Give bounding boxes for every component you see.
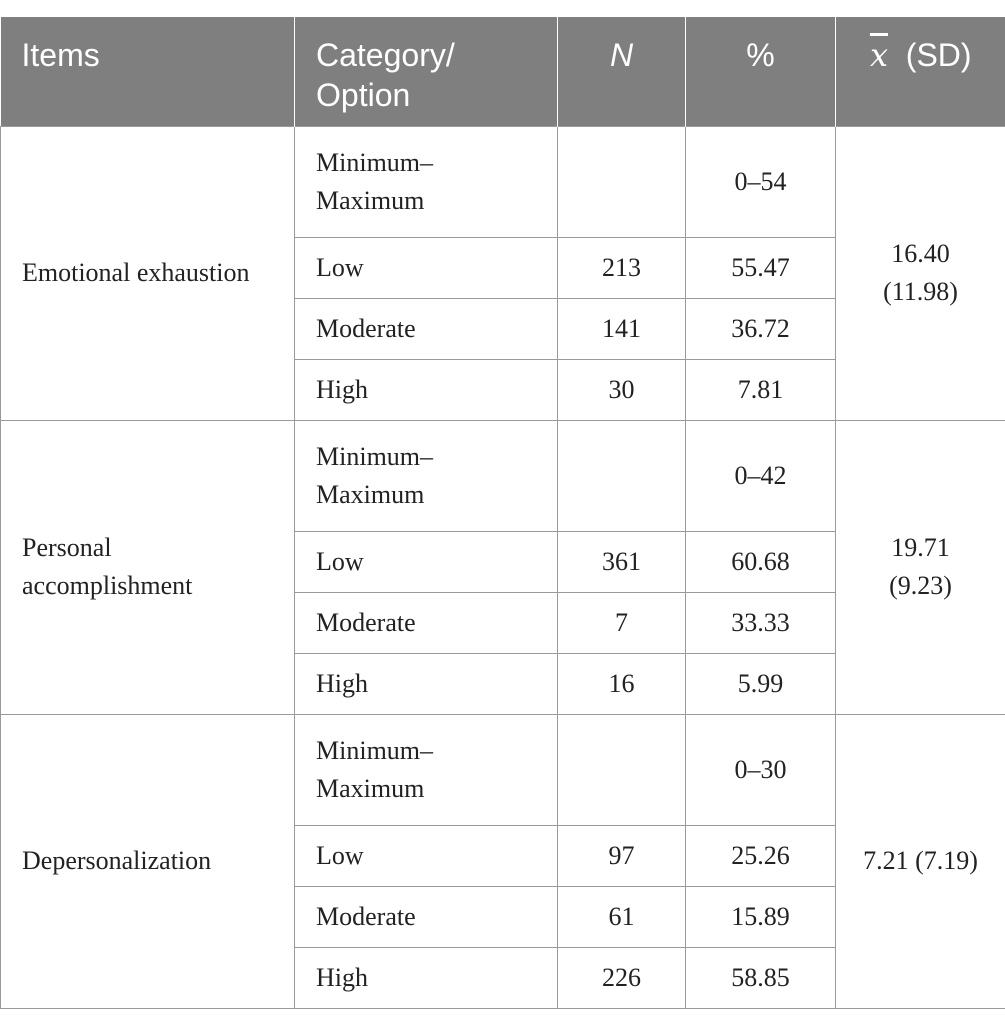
table-header (1, 17, 1005, 126)
mean-sd-value: 19.71 (9.23) (836, 420, 1005, 714)
percent-value: 5.99 (686, 653, 836, 714)
count-value: 213 (558, 237, 686, 298)
item-name: Depersonalization (1, 714, 295, 1008)
percent-value: 0–42 (686, 420, 836, 531)
header-row (1, 17, 1005, 126)
count-value (558, 714, 686, 825)
category-option: Low (295, 531, 558, 592)
percent-value: 60.68 (686, 531, 836, 592)
header-sd-label: (SD) (905, 37, 972, 73)
mean-sd-value: 16.40 (11.98) (836, 126, 1005, 420)
percent-value: 7.81 (686, 359, 836, 420)
header-n-label: N (609, 37, 634, 73)
count-value (558, 420, 686, 531)
percent-value: 33.33 (686, 592, 836, 653)
header-mean-sd (836, 17, 1005, 126)
category-option: Moderate (295, 298, 558, 359)
header-items: Items (1, 17, 295, 126)
percent-value: 55.47 (686, 237, 836, 298)
count-value: 30 (558, 359, 686, 420)
count-value: 97 (558, 825, 686, 886)
header-category-option: Category/ Option (295, 17, 558, 126)
percent-value: 0–54 (686, 126, 836, 237)
category-option: Minimum–Maximum (295, 714, 558, 825)
percent-value: 0–30 (686, 714, 836, 825)
item-name: Emotional exhaustion (1, 126, 295, 420)
table-row (1, 420, 1005, 531)
count-value (558, 126, 686, 237)
category-option: High (295, 653, 558, 714)
count-value: 7 (558, 592, 686, 653)
category-option: Minimum–Maximum (295, 420, 558, 531)
percent-value: 15.89 (686, 886, 836, 947)
category-option: Low (295, 237, 558, 298)
category-option: High (295, 947, 558, 1008)
count-value: 361 (558, 531, 686, 592)
table-row (1, 714, 1005, 825)
percent-value: 36.72 (686, 298, 836, 359)
percent-value: 58.85 (686, 947, 836, 1008)
header-percent: % (686, 17, 836, 126)
mean-symbol: $\overline{x}$ (869, 36, 888, 74)
table-body (1, 126, 1005, 1008)
category-option: Low (295, 825, 558, 886)
count-value: 226 (558, 947, 686, 1008)
category-option: Moderate (295, 592, 558, 653)
count-value: 16 (558, 653, 686, 714)
table-row (1, 126, 1005, 237)
category-option: Moderate (295, 886, 558, 947)
item-name: Personal accomplishment (1, 420, 295, 714)
header-n (558, 17, 686, 126)
burnout-table (0, 17, 1005, 1009)
count-value: 141 (558, 298, 686, 359)
category-option: Minimum–Maximum (295, 126, 558, 237)
mean-sd-value: 7.21 (7.19) (836, 714, 1005, 1008)
category-option: High (295, 359, 558, 420)
percent-value: 25.26 (686, 825, 836, 886)
count-value: 61 (558, 886, 686, 947)
